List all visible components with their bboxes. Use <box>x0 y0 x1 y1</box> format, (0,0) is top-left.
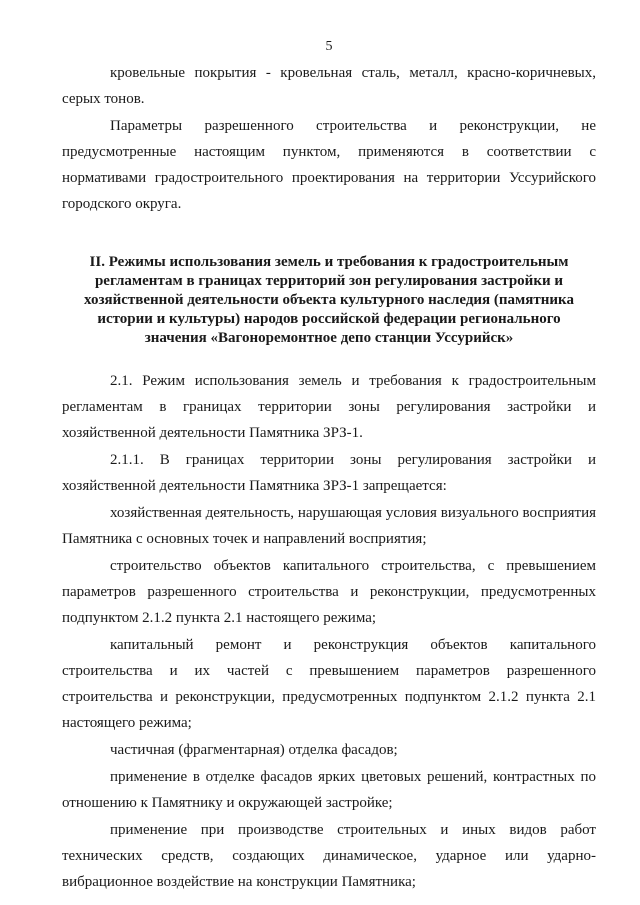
paragraph-2-1-1: 2.1.1. В границах территории зоны регулирования застройки и хозяйственной деятельности Памятника ЗРЗ-1 запрещается: <box>62 452 596 494</box>
page-number: 5 <box>325 39 333 54</box>
paragraph-bright-colors: применение в отделке фасадов ярких цветовых решений, контрастных по отношению к Памятнику и окружающей застройке; <box>62 769 596 811</box>
paragraph-vibration: применение при производстве строительных и иных видов работ технических средств, создающих динамическое, ударное или ударно-вибрационное воздействие на конструкции Памятника; <box>62 822 596 890</box>
document-body <box>62 60 596 896</box>
section-heading: II. Режимы использования земель и требования к градостроительным регламентам в границах территорий зон регулирования застройки и хозяйственной деятельности объекта культурного наследия (памятника истории и культуры) народов российской федерации регионального значения «Вагоноремонтное депо станции Уссурийск» <box>84 254 574 346</box>
paragraph-construction: строительство объектов капитального строительства, с превышением параметров разрешенного строительства и реконструкции, предусмотренных подпунктом 2.1.2 пункта 2.1 настоящего режима; <box>62 558 596 626</box>
paragraph-2-1: 2.1. Режим использования земель и требования к градостроительным регламентам в границах территории зоны регулирования застройки и хозяйственной деятельности Памятника ЗРЗ-1. <box>62 373 596 441</box>
paragraph-capital-repair: капитальный ремонт и реконструкция объектов капитального строительства и их частей с превышением параметров разрешенного строительства и реконструкции, предусмотренных подпунктом 2.1.2 пункта 2.1 настоящего режима; <box>62 637 596 731</box>
paragraph-parameters: Параметры разрешенного строительства и реконструкции, не предусмотренные настоящим пунктом, применяются в соответствии с нормативами градостроительного проектирования на территории Уссурийского городского округа. <box>62 118 596 212</box>
paragraph-economic-activity: хозяйственная деятельность, нарушающая условия визуального восприятия Памятника с основных точек и направлений восприятия; <box>62 505 596 547</box>
paragraph-partial-finish: частичная (фрагментарная) отделка фасадов; <box>110 742 398 758</box>
paragraph-roofing: кровельные покрытия - кровельная сталь, металл, красно-коричневых, серых тонов. <box>62 65 596 107</box>
